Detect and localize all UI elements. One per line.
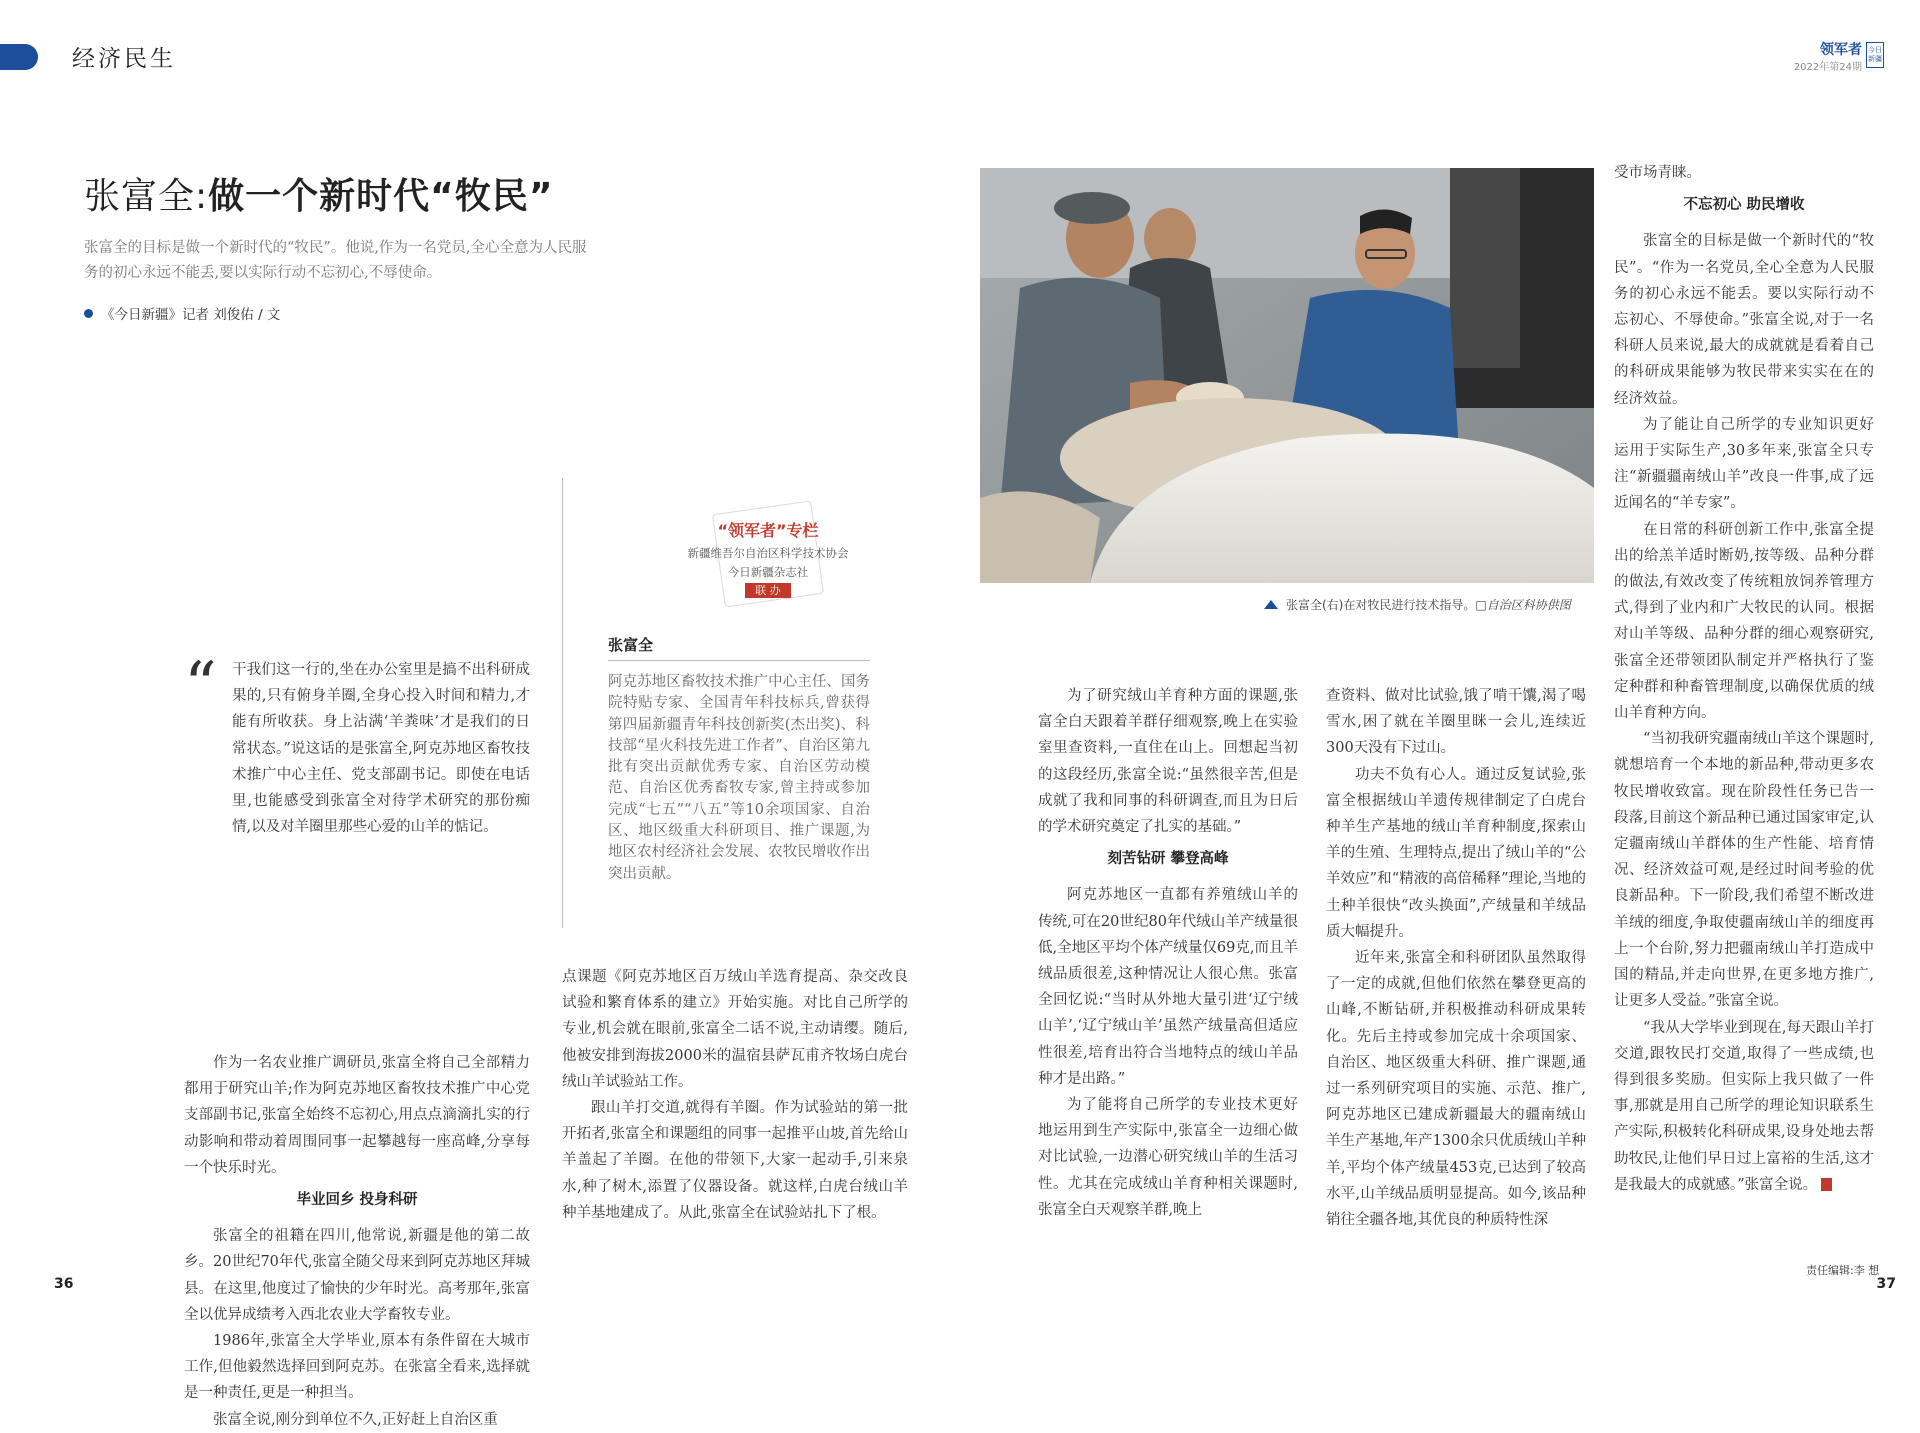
- section-name: 经济民生: [72, 46, 176, 72]
- byline-text: 《今日新疆》记者 刘俊佑 / 文: [101, 307, 281, 323]
- title-colon: :: [195, 176, 209, 217]
- bio-name: 张富全: [608, 636, 654, 654]
- article-lede: 张富全的目标是做一个新时代的“牧民”。他说,作为一名党员,全心全意为人民服务的初心永远不能丢,要以实际行动不忘初心,不辱使命。: [84, 240, 587, 281]
- title-name: 张富全: [84, 176, 196, 217]
- paragraph: [1614, 1015, 1874, 1198]
- col1-body: [184, 1050, 530, 1433]
- paragraph: 近年来,张富全和科研团队虽然取得了一定的成就,但他们依然在攀登更高的山峰,不断钻研,并积极推动科研成果转化。先后主持或参加完成十余项国家、自治区、地区级重大科研、推广课题,通过一系列研究项目的实施、示范、推广,阿克苏地区已建成新疆最大的疆南绒山羊生产基地,年产1300余只优质绒山羊种羊,平均个体产绒量453克,已达到了较高水平,山羊绒品质明显提高。如今,该品种销往全疆各地,其优良的种质特性深: [1326, 950, 1586, 1229]
- column-organizer-2: 今日新疆杂志社: [727, 565, 809, 579]
- title-headline: 做一个新时代“牧民”: [208, 176, 554, 217]
- col3: [1038, 683, 1298, 1223]
- paragraph: 在日常的科研创新工作中,张富全提出的给羔羊适时断奶,按等级、品种分群的做法,有效改变了传统粗放饲养管理方式,得到了业内和广大牧民的认同。根据对山羊等级、品种分群的细心观察研究,张富全还带领团队制定并严格执行了鉴定种群和种畜管理制度,以确保优质的绒山羊育种方向。: [1614, 521, 1874, 722]
- paragraph: 为了研究绒山羊育种方面的课题,张富全白天跟着羊群仔细观察,晚上在实验室里查资料,一直住在山上。回想起当初的这段经历,张富全说:“虽然很辛苦,但是成就了我和同事的科研调查,而且为日后的学术研究奠定了扎实的基础。”: [1038, 688, 1298, 836]
- bullet-icon: [84, 309, 93, 318]
- col2: [562, 964, 908, 1226]
- col1-p1-text: 干我们这一行的,坐在办公室里是搞不出科研成果的,只有俯身羊圈,全身心投入时间和精力,才能有所收获。身上沾满‘羊粪味’才是我们的日常状态。”说这话的是张富全,阿克苏地区畜牧技术推广中心主任、党支部副书记。即使在电话里,也能感受到张富全对待学术研究的那份痴情,以及对羊圈里那些心爱的山羊的惦记。: [232, 662, 530, 836]
- paragraph: 点课题《阿克苏地区百万绒山羊选育提高、杂交改良试验和繁育体系的建立》开始实施。对比自己所学的专业,机会就在眼前,张富全二话不说,主动请缨。随后,他被安排到海拔2000米的温宿县萨瓦甫齐牧场白虎台绒山羊试验站工作。: [562, 969, 908, 1090]
- column-box-divider: [562, 478, 563, 928]
- column-title: “领军者”专栏: [717, 521, 819, 540]
- page-number-right: 37: [1876, 1276, 1896, 1292]
- column-organizer-1: 新疆维吾尔自治区科学技术协会: [687, 546, 849, 560]
- paragraph: 受市场青睐。: [1614, 165, 1701, 181]
- section-tab-marker: [0, 44, 38, 70]
- paragraph: 1986年,张富全大学毕业,原本有条件留在大城市工作,但他毅然选择回到阿克苏。在张富全看来,选择就是一种责任,更是一种担当。: [184, 1333, 530, 1402]
- photo-credit: □自治区科协供图: [1475, 598, 1571, 612]
- col5-p5-text: “我从大学毕业到现在,每天跟山羊打交道,跟牧民打交道,取得了一些成绩,也得到很多奖励。但实际上我只做了一件事,那就是用自己所学的理论知识联系生产实际,积极转化科研成果,设身处地去帮助牧民,让他们早日过上富裕的生活,这才是我最大的成就感。”张富全说。: [1614, 1019, 1874, 1193]
- paragraph: 张富全的祖籍在四川,他常说,新疆是他的第二故乡。20世纪70年代,张富全随父母来到阿克苏地区拜城县。在这里,他度过了愉快的少年时光。高考那年,张富全以优异成绩考入西北农业大学畜牧专业。: [184, 1228, 531, 1323]
- subheading: 毕业回乡 投身科研: [296, 1192, 418, 1209]
- issue-number: 2022年第24期: [1793, 62, 1862, 73]
- bio-text: 阿克苏地区畜牧技术推广中心主任、国务院特贴专家、全国青年科技标兵,曾获得第四届新疆青年科技创新奖(杰出奖)、科技部“星火科技先进工作者”、自治区第九批有突出贡献优秀专家、自治区劳动模范、自治区优秀畜牧专家,曾主持或参加完成“七五”“八五”等10余项国家、自治区、地区级重大科研项目、推广课题,为地区农村经济社会发展、农牧民增收作出突出贡献。: [608, 674, 870, 882]
- triangle-icon: [1264, 600, 1278, 609]
- end-mark-icon: [1821, 1178, 1832, 1191]
- col5: [1614, 160, 1874, 1198]
- paragraph: “当初我研究疆南绒山羊这个课题时,就想培育一个本地的新品种,带动更多农牧民增收致富。现在阶段性任务已告一段落,目前这个新品种已通过国家审定,认定疆南绒山羊群体的生产性能、培育情况、经济效益可观,是经过时间考验的优良新品种。下一阶段,我们希望不断改进羊绒的细度,争取使疆南绒山羊的细度再上一个台阶,努力把疆南绒山羊打造成中国的精品,并走向世界,在更多地方推广,让更多人受益。”张富全说。: [1614, 731, 1874, 1010]
- col4: [1326, 683, 1586, 1233]
- photo-illustration: [980, 168, 1594, 583]
- magazine-brand: 领军者: [1820, 42, 1862, 58]
- magazine-logo: 今日新疆: [1866, 42, 1884, 68]
- responsible-editor: 责任编辑:李 想: [1806, 1264, 1880, 1277]
- paragraph: 功夫不负有心人。通过反复试验,张富全根据绒山羊遗传规律制定了白虎台种羊生产基地的绒山羊育种制度,探索山羊的生殖、生理特点,提出了绒山羊的“公羊效应”和“精液的高倍稀释”理论,当地的土种羊很快“改头换面”,产绒量和羊绒品质大幅提升。: [1326, 766, 1586, 940]
- paragraph: 作为一名农业推广调研员,张富全将自己全部精力都用于研究山羊;作为阿克苏地区畜牧技术推广中心党支部副书记,张富全始终不忘初心,用点点滴滴扎实的行动影响和带动着周围同事一起攀越每一座高峰,分享每一个快乐时光。: [184, 1055, 530, 1176]
- paragraph: 张富全说,刚分到单位不久,正好赶上自治区重: [213, 1411, 498, 1428]
- article-photo: [980, 168, 1594, 583]
- subheading: 刻苦钻研 攀登高峰: [1107, 851, 1229, 868]
- article-title: [84, 168, 553, 219]
- paragraph: 跟山羊打交道,就得有羊圈。作为试验站的第一批开拓者,张富全和课题组的同事一起推平山坡,首先给山羊盖起了羊圈。在他的带领下,大家一起动手,引来泉水,种了树木,添置了仪器设备。就这样,白虎台绒山羊种羊基地建成了。从此,张富全在试验站扎下了根。: [562, 1100, 908, 1221]
- subheading: 不忘初心 助民增收: [1683, 197, 1805, 214]
- paragraph: 张富全的目标是做一个新时代的“牧民”。“作为一名党员,全心全意为人民服务的初心永远不能丢。要以实际行动不忘初心、不辱使命。”张富全说,对于一名科研人员来说,最大的成就就是看着自己的科研成果能够为牧民带来实实在在的经济效益。: [1614, 233, 1874, 407]
- paragraph: 阿克苏地区一直都有养殖绒山羊的传统,可在20世纪80年代绒山羊产绒量很低,全地区平均个体产绒量仅69克,而且羊绒品质很差,这种情况让人很心焦。张富全回忆说:“当时从外地大量引进‘辽宁绒山羊’,‘辽宁绒山羊’虽然产绒量高但适应性很差,培育出符合当地特点的绒山羊品种才是出路。”: [1038, 887, 1298, 1087]
- col1-opening: [232, 657, 530, 840]
- article-byline: [84, 303, 280, 323]
- column-joint-badge: [718, 582, 818, 598]
- photo-caption: [1264, 596, 1571, 613]
- quote-mark-icon: “: [184, 649, 217, 723]
- paragraph: 为了能让自己所学的专业知识更好运用于实际生产,30多年来,张富全只专注“新疆疆南绒山羊”改良一件事,成了远近闻名的“羊专家”。: [1614, 416, 1874, 512]
- caption-text: 张富全(右)在对牧民进行技术指导。: [1286, 598, 1476, 612]
- page-number-left: 36: [54, 1276, 74, 1292]
- bio-divider: [608, 660, 870, 661]
- paragraph: 查资料、做对比试验,饿了啃干馕,渴了喝雪水,困了就在羊圈里眯一会儿,连续近300天没有下过山。: [1326, 688, 1586, 757]
- paragraph: 为了能将自己所学的专业技术更好地运用到生产实际中,张富全一边细心做对比试验,一边潜心研究绒山羊的生活习性。尤其在完成绒山羊育种相关课题时,张富全白天观察羊群,晚上: [1038, 1097, 1298, 1218]
- joint-badge-text: 联 办: [745, 583, 791, 598]
- paragraph: [232, 657, 530, 840]
